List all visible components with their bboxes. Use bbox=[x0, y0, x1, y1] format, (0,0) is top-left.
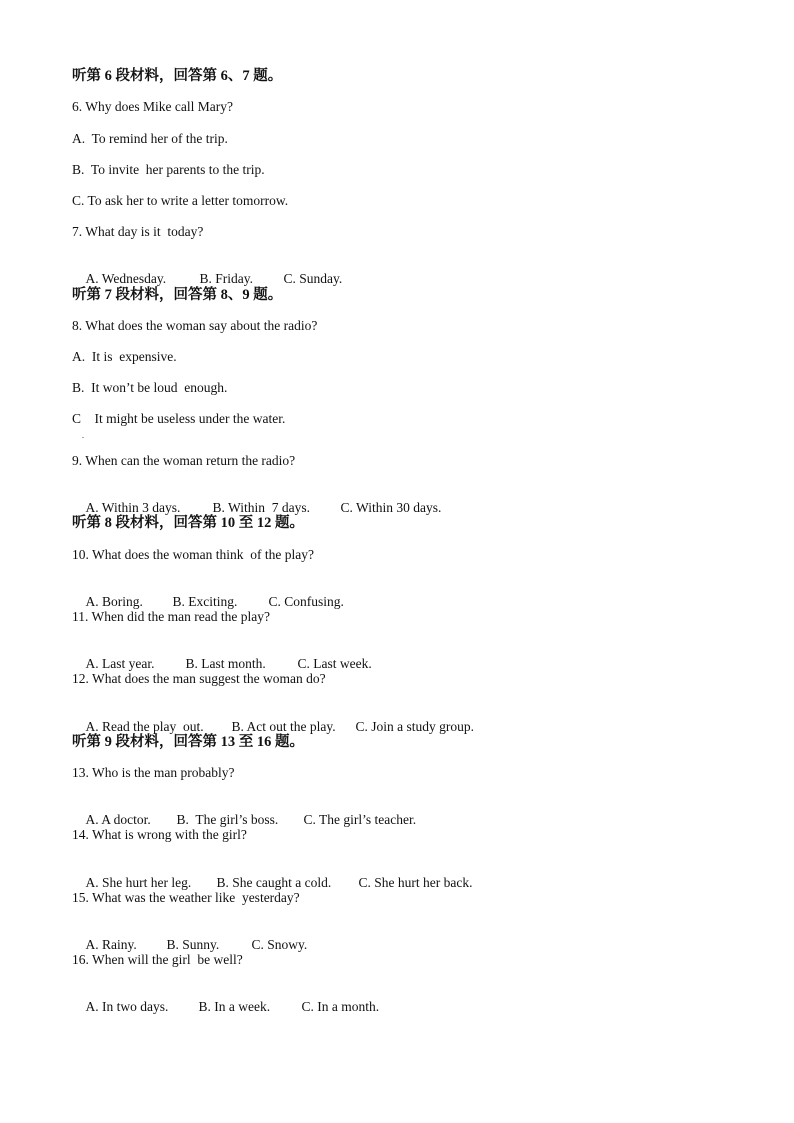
option-text: B. It won’t be loud enough. bbox=[72, 380, 228, 395]
option-text: A. In two days. bbox=[85, 999, 169, 1014]
stray-mark: . bbox=[82, 431, 84, 440]
option-text: B. Sunny. bbox=[166, 937, 220, 952]
option-text: A. Last year. bbox=[85, 656, 155, 671]
section-heading: 听第 8 段材料，回答第 10 至 12 题。 bbox=[72, 515, 304, 531]
option-text: A. She hurt her leg. bbox=[85, 875, 192, 890]
option-text: A. Rainy. bbox=[85, 937, 137, 952]
option-text: A. A doctor. bbox=[85, 812, 151, 827]
section-heading: 听第 9 段材料，回答第 13 至 16 题。 bbox=[72, 734, 304, 750]
option-text: C. To ask her to write a letter tomorrow. bbox=[72, 193, 289, 208]
option-text: A. Read the play out. bbox=[85, 719, 204, 734]
question-text: 10. What does the woman think of the play? bbox=[72, 547, 314, 562]
question-text: 16. When will the girl be well? bbox=[72, 952, 243, 967]
option-text: B. To invite her parents to the trip. bbox=[72, 162, 265, 177]
question-text: 7. What day is it today? bbox=[72, 224, 204, 239]
question-text: 13. Who is the man probably? bbox=[72, 765, 235, 780]
option-text: C. Confusing. bbox=[268, 594, 344, 609]
option-text: A. To remind her of the trip. bbox=[72, 131, 228, 146]
option-text: C. Within 30 days. bbox=[340, 500, 442, 515]
option-text: A. Within 3 days. bbox=[85, 500, 181, 515]
option-text: C. The girl’s teacher. bbox=[303, 812, 417, 827]
question-text: 11. When did the man read the play? bbox=[72, 609, 270, 624]
question-text: 14. What is wrong with the girl? bbox=[72, 827, 247, 842]
question-text: 9. When can the woman return the radio? bbox=[72, 453, 296, 468]
option-text: C. Last week. bbox=[297, 656, 372, 671]
question-text: 8. What does the woman say about the radio? bbox=[72, 318, 318, 333]
option-text: C. Snowy. bbox=[251, 937, 308, 952]
question-text: 6. Why does Mike call Mary? bbox=[72, 99, 233, 114]
option-text: B. Friday. bbox=[199, 271, 253, 286]
option-text: C It might be useless under the water. bbox=[72, 411, 286, 426]
option-text: C. In a month. bbox=[301, 999, 380, 1014]
option-text: B. The girl’s boss. bbox=[176, 812, 279, 827]
section-heading: 听第 7 段材料，回答第 8、9 题。 bbox=[72, 287, 283, 303]
option-text: A. It is expensive. bbox=[72, 349, 177, 364]
option-text: B. Within 7 days. bbox=[212, 500, 310, 515]
option-text: B. Last month. bbox=[185, 656, 266, 671]
option-text: B. Act out the play. bbox=[231, 719, 336, 734]
option-text: B. She caught a cold. bbox=[216, 875, 332, 890]
option-text: C. Join a study group. bbox=[355, 719, 475, 734]
option-text: C. Sunday. bbox=[283, 271, 343, 286]
section-heading: 听第 6 段材料，回答第 6、7 题。 bbox=[72, 68, 283, 84]
option-row bbox=[72, 983, 379, 1031]
question-text: 15. What was the weather like yesterday? bbox=[72, 890, 300, 905]
option-text: A. Boring. bbox=[85, 594, 143, 609]
question-text: 12. What does the man suggest the woman do? bbox=[72, 671, 326, 686]
option-text: A. Wednesday. bbox=[85, 271, 167, 286]
option-text: B. In a week. bbox=[198, 999, 271, 1014]
option-text: B. Exciting. bbox=[172, 594, 238, 609]
option-text: C. She hurt her back. bbox=[358, 875, 473, 890]
